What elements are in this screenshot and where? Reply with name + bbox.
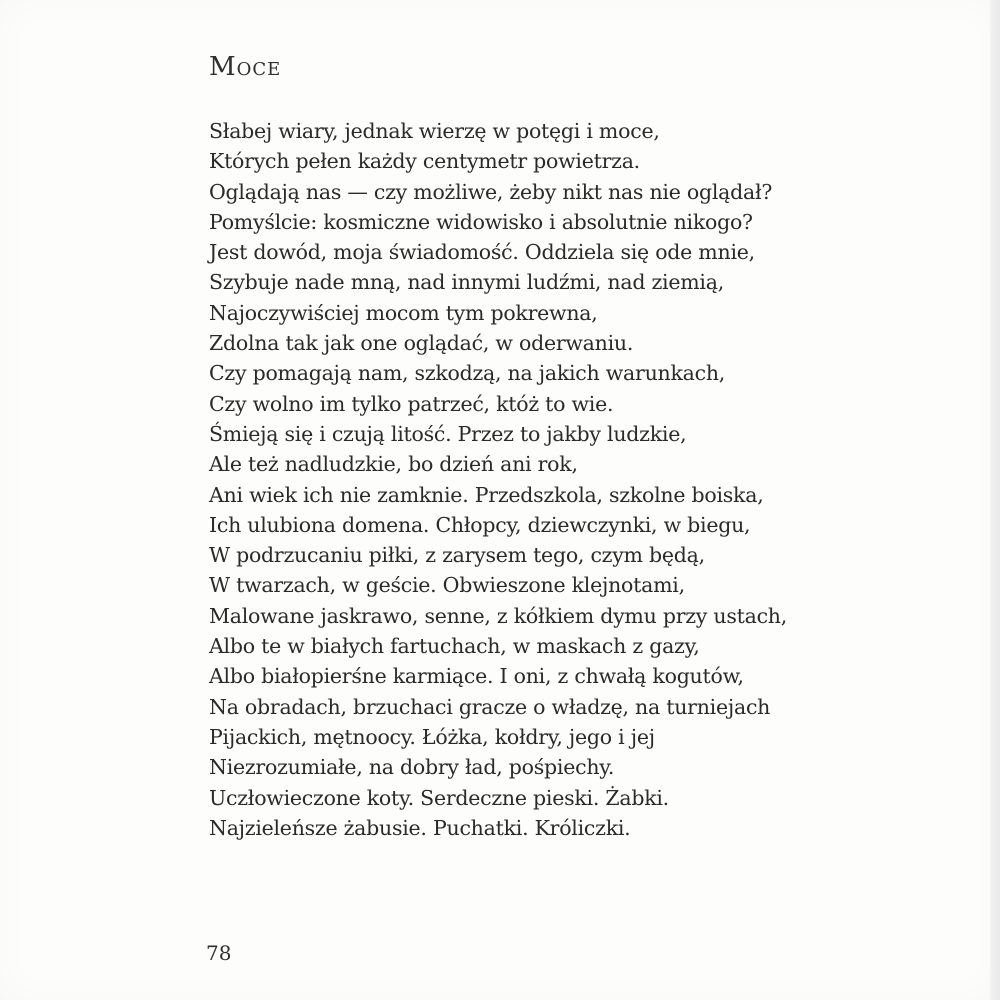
poem-line: Malowane jaskrawo, senne, z kółkiem dymu przy ustach,: [209, 603, 788, 628]
poem-line: Ich ulubiona domena. Chłopcy, dziewczynki, w biegu,: [209, 512, 751, 537]
poem-line: Czy pomagają nam, szkodzą, na jakich warunkach,: [209, 361, 726, 386]
poem-line: Niezrozumiałe, na dobry ład, pośpiechy.: [209, 755, 615, 780]
poem-line: Szybuje nade mną, nad innymi ludźmi, nad ziemią,: [209, 270, 724, 295]
poem-line: Oglądają nas — czy możliwe, żeby nikt nas nie oglądał?: [209, 179, 773, 204]
poem-line: Najzieleńsze żabusie. Puchatki. Króliczki.: [209, 815, 631, 840]
poem-line: Albo białopierśne karmiące. I oni, z chwałą kogutów,: [209, 664, 744, 689]
poem-line: Ani wiek ich nie zamknie. Przedszkola, szkolne boiska,: [209, 482, 764, 507]
page-number: 78: [206, 941, 232, 965]
poem-title: Moce: [209, 52, 282, 82]
poem-line: Najoczywiściej mocom tym pokrewna,: [209, 300, 598, 325]
poem-line: Pomyślcie: kosmiczne widowisko i absolutnie nikogo?: [209, 209, 753, 234]
poem-line: Słabej wiary, jednak wierzę w potęgi i moce,: [209, 119, 660, 143]
poem-line: Zdolna tak jak one oglądać, w oderwaniu.: [209, 331, 634, 356]
poem-line: Ale też nadludzkie, bo dzień ani rok,: [209, 452, 578, 477]
poem-line: Czy wolno im tylko patrzeć, któż to wie.: [209, 391, 614, 416]
poem-line: W podrzucaniu piłki, z zarysem tego, czym będą,: [209, 543, 705, 568]
poem-line: Na obradach, brzuchaci gracze o władzę, na turniejach: [209, 694, 771, 719]
page-edge: [990, 0, 1000, 1000]
poem-line: Albo te w białych fartuchach, w maskach z gazy,: [209, 634, 700, 659]
poem-line: Jest dowód, moja świadomość. Oddziela się ode mnie,: [209, 240, 755, 265]
poem-body: [209, 116, 787, 843]
poem-line: Uczłowieczone koty. Serdeczne pieski. Żabki.: [209, 785, 669, 810]
poem-line: Śmieją się i czują litość. Przez to jakby ludzkie,: [209, 421, 687, 446]
poem-line: Pijackich, mętnoocy. Łóżka, kołdry, jego i jej: [209, 724, 655, 749]
poem-line: W twarzach, w geście. Obwieszone klejnotami,: [209, 573, 685, 598]
poem-line: Których pełen każdy centymetr powietrza.: [209, 149, 640, 174]
